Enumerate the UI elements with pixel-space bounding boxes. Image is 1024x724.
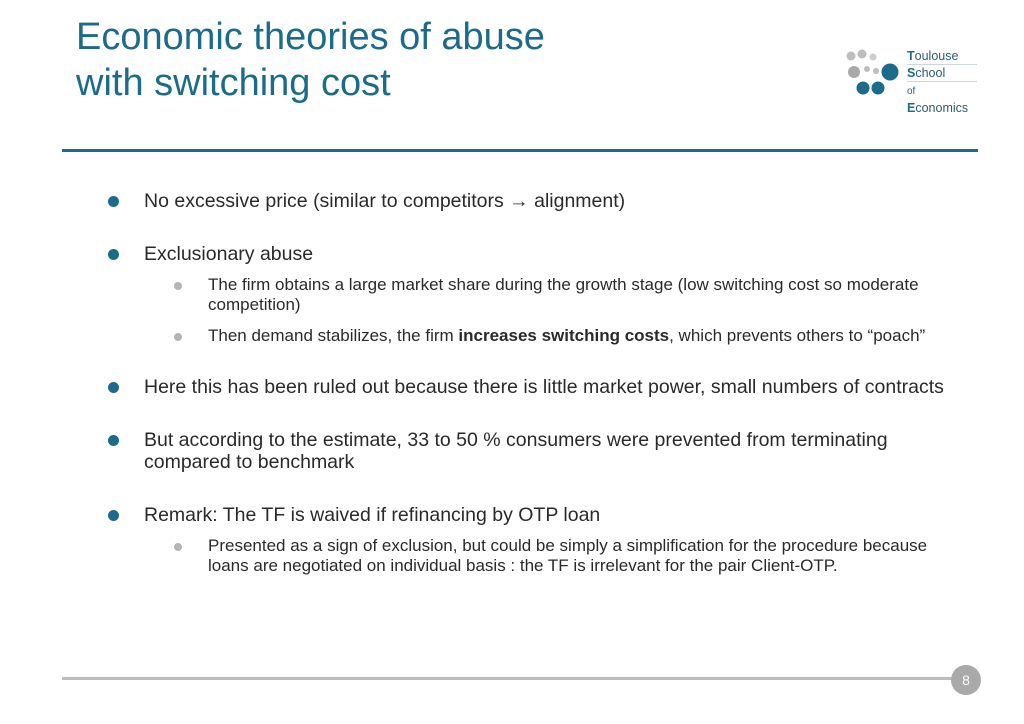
- bullet-item: [108, 504, 968, 526]
- sub-bullet-text-bold: increases switching costs: [458, 326, 670, 345]
- sub-bullet-item: [108, 536, 968, 576]
- sub-bullet-dot-icon: [174, 282, 182, 290]
- title-divider: [62, 149, 978, 152]
- bullet-item: [108, 376, 968, 398]
- sub-bullet-list: [108, 275, 968, 346]
- bullet-dot-icon: [108, 510, 119, 521]
- bullet-item: [108, 243, 968, 265]
- sub-bullet-text: The firm obtains a large market share during the growth stage (low switching cost so moderate competition): [208, 275, 919, 314]
- bullet-text: Remark: The TF is waived if refinancing by OTP loan: [144, 504, 601, 526]
- slide-title: [76, 14, 545, 106]
- sub-bullet-item: [108, 275, 968, 315]
- tse-logo-dots-icon: [843, 48, 903, 100]
- bullet-text: But according to the estimate, 33 to 50 % consumers were prevented from terminating compared to benchmark: [144, 429, 888, 473]
- bullet-text: No excessive price (similar to competitors → alignment): [144, 190, 626, 212]
- bullet-dot-icon: [108, 249, 119, 260]
- page-number-badge: 8: [951, 665, 981, 695]
- sub-bullet-dot-icon: [174, 333, 182, 341]
- bullet-text: Here this has been ruled out because there is little market power, small numbers of contracts: [144, 376, 944, 398]
- logo-line-economics: of Economics: [907, 86, 969, 115]
- slide-body: [108, 190, 968, 606]
- tse-logo: [843, 48, 983, 115]
- sub-bullet-list: [108, 536, 968, 576]
- sub-bullet-text: Presented as a sign of exclusion, but could be simply a simplification for the procedure because loans are negotiated on individual basis : the TF is irrelevant for the pair Client-OTP.: [208, 536, 928, 575]
- slide-title-line-1: Economic theories of abuse: [76, 16, 545, 58]
- logo-line-toulouse: Toulouse: [907, 48, 977, 65]
- bullet-dot-icon: [108, 435, 119, 446]
- bullet-dot-icon: [108, 196, 119, 207]
- slide-title-line-2: with switching cost: [76, 62, 391, 104]
- logo-line-school: School: [907, 65, 977, 82]
- sub-bullet-item: [108, 326, 968, 346]
- bullet-item: [108, 190, 968, 212]
- bullet-dot-icon: [108, 382, 119, 393]
- sub-bullet-dot-icon: [174, 543, 182, 551]
- sub-bullet-text-pre: Then demand stabilizes, the firm: [208, 326, 459, 345]
- bullet-item: [108, 429, 968, 473]
- footer-divider: [62, 677, 954, 680]
- bullet-text: Exclusionary abuse: [144, 243, 314, 265]
- tse-logo-text: [907, 48, 977, 116]
- sub-bullet-text-post: , which prevents others to “poach”: [669, 326, 926, 345]
